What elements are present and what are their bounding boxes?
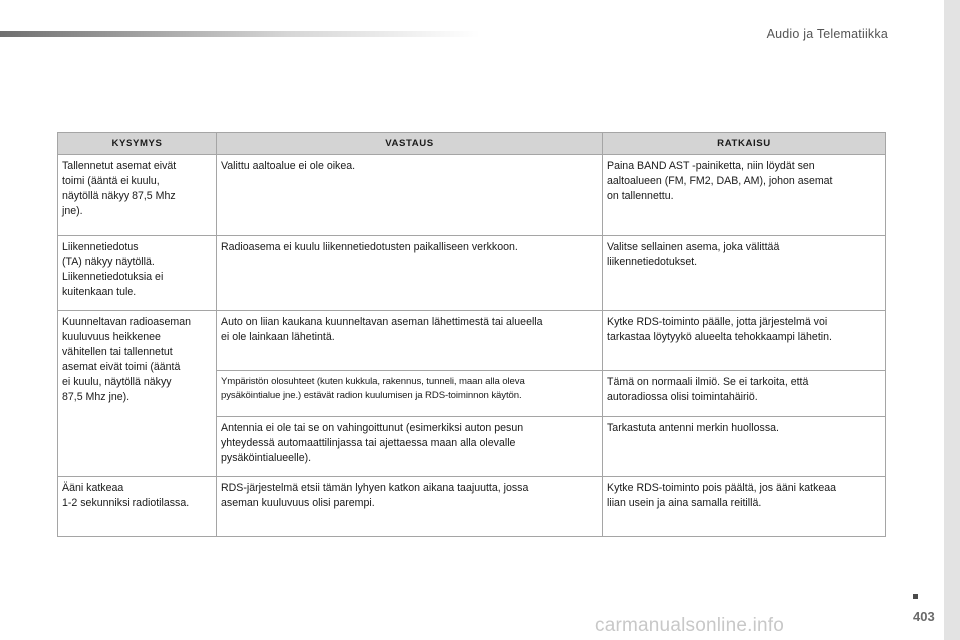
cell-line: pysäköintialue jne.) estävät radion kuulumisen ja RDS-toiminnon käytön. [221, 390, 522, 401]
page-number: 403 [913, 609, 935, 624]
cell-line: Radioasema ei kuulu liikennetiedotusten paikalliseen verkkoon. [221, 241, 518, 253]
cell-line: 87,5 Mhz jne). [62, 391, 130, 403]
cell-line: Liikennetiedotus [62, 241, 139, 253]
solution-cell [603, 477, 886, 537]
cell-line: näytöllä näkyy 87,5 Mhz [62, 190, 176, 202]
cell-line: ei kuulu, näytöllä näkyy [62, 376, 172, 388]
answer-cell [217, 311, 603, 371]
cell-line: vähitellen tai tallennetut [62, 346, 173, 358]
solution-cell [603, 155, 886, 236]
table-row [58, 155, 886, 236]
solution-cell [603, 236, 886, 311]
solution-cell [603, 311, 886, 371]
column-header-question: KYSYMYS [58, 133, 217, 155]
cell-line: yhteydessä automaattilinjassa tai ajettaessa maan alla olevalle [221, 437, 516, 449]
cell-line: tarkastaa löytyykö alueelta tehokkaampi lähetin. [607, 331, 832, 343]
cell-line: Ääni katkeaa [62, 482, 124, 494]
cell-line: Tarkastuta antenni merkin huollossa. [607, 422, 779, 434]
answer-cell [217, 371, 603, 417]
column-header-solution: RATKAISU [603, 133, 886, 155]
cell-line: pysäköintialueelle). [221, 452, 312, 464]
cell-line: Liikennetiedotuksia ei [62, 271, 164, 283]
solution-cell [603, 417, 886, 477]
cell-line: (TA) näkyy näytöllä. [62, 256, 155, 268]
cell-line: Paina BAND AST -painiketta, niin löydät sen [607, 160, 815, 172]
cell-line: jne). [62, 205, 83, 217]
cell-line: Kytke RDS-toiminto pois päältä, jos ääni katkeaa [607, 482, 837, 494]
solution-cell [603, 371, 886, 417]
cell-line: aaltoalueen (FM, FM2, DAB, AM), johon asemat [607, 175, 833, 187]
question-cell [58, 155, 217, 236]
faq-table [57, 132, 886, 537]
cell-line: on tallennettu. [607, 190, 674, 202]
cell-line: toimi (ääntä ei kuulu, [62, 175, 160, 187]
cell-line: kuitenkaan tule. [62, 286, 137, 298]
answer-cell [217, 155, 603, 236]
cell-line: aseman kuuluvuus olisi parempi. [221, 497, 375, 509]
cell-line: ei ole lainkaan lähetintä. [221, 331, 335, 343]
answer-cell [217, 236, 603, 311]
cell-line: liian usein ja aina samalla reitillä. [607, 497, 762, 509]
question-cell [58, 236, 217, 311]
answer-cell [217, 417, 603, 477]
cell-line: Antennia ei ole tai se on vahingoittunut (esimerkiksi auton pesun [221, 422, 524, 434]
cell-line: Kuunneltavan radioaseman [62, 316, 191, 328]
cell-line: Ympäristön olosuhteet (kuten kukkula, rakennus, tunneli, maan alla oleva [221, 376, 525, 387]
table-row [58, 236, 886, 311]
cell-line: Kytke RDS-toiminto päälle, jotta järjestelmä voi [607, 316, 828, 328]
cell-line: Valittu aaltoalue ei ole oikea. [221, 160, 356, 172]
header-gradient-bar [0, 31, 480, 37]
cell-line: autoradiossa olisi toimintahäiriö. [607, 391, 758, 403]
question-cell [58, 477, 217, 537]
cell-line: asemat eivät toimi (ääntä [62, 361, 181, 373]
cell-line: Tallennetut asemat eivät [62, 160, 177, 172]
page-marker-square [913, 594, 918, 599]
watermark-text: carmanualsonline.info [595, 615, 785, 636]
cell-line: Tämä on normaali ilmiö. Se ei tarkoita, että [607, 376, 809, 388]
page-edge-strip [944, 0, 960, 640]
cell-line: Auto on liian kaukana kuunneltavan aseman lähettimestä tai alueella [221, 316, 543, 328]
cell-line: kuuluvuus heikkenee [62, 331, 161, 343]
cell-line: Valitse sellainen asema, joka välittää [607, 241, 780, 253]
table-row [58, 311, 886, 371]
cell-line: RDS-järjestelmä etsii tämän lyhyen katkon aikana taajuutta, jossa [221, 482, 529, 494]
question-cell [58, 311, 217, 477]
cell-line: liikennetiedotukset. [607, 256, 698, 268]
table-header-row [58, 133, 886, 155]
answer-cell [217, 477, 603, 537]
cell-line: 1-2 sekunniksi radiotilassa. [62, 497, 190, 509]
section-title: Audio ja Telematiikka [766, 27, 888, 41]
column-header-answer: VASTAUS [217, 133, 603, 155]
table-row [58, 477, 886, 537]
